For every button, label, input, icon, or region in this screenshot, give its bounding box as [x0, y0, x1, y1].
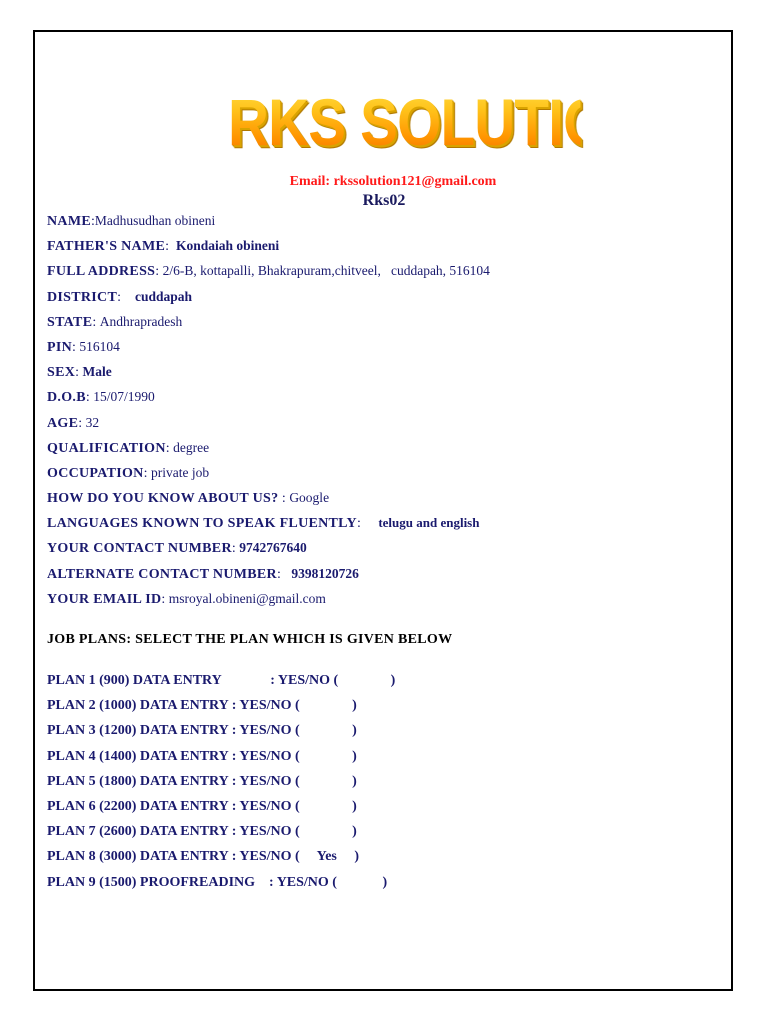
company-email: Email: rkssolution121@gmail.com — [289, 174, 497, 189]
field-fathers-name: FATHER'S NAME: Kondaiah obineni — [47, 238, 280, 255]
plan-3: PLAN 3 (1200) DATA ENTRY : YES/NO ( ) — [47, 723, 357, 739]
field-languages: LANGUAGES KNOWN TO SPEAK FLUENTLY: telugu and english — [47, 515, 480, 532]
field-pin: PIN: 516104 — [47, 338, 120, 355]
plan-8: PLAN 8 (3000) DATA ENTRY : YES/NO ( Yes ) — [47, 849, 360, 865]
plan-4: PLAN 4 (1400) DATA ENTRY : YES/NO ( ) — [47, 748, 357, 764]
field-district: DISTRICT: cuddapah — [47, 288, 193, 305]
reference-code: Rks02 — [362, 192, 406, 209]
plan-7: PLAN 7 (2600) DATA ENTRY : YES/NO ( ) — [47, 824, 357, 840]
field-qualification: QUALIFICATION: degree — [47, 439, 210, 456]
field-alternate-contact: ALTERNATE CONTACT NUMBER: 9398120726 — [47, 565, 359, 582]
field-occupation: OCCUPATION: private job — [47, 464, 210, 481]
field-name: NAME:Madhusudhan obineni — [47, 213, 216, 229]
field-dob: D.O.B: 15/07/1990 — [47, 389, 155, 406]
plan-2: PLAN 2 (1000) DATA ENTRY : YES/NO ( ) — [47, 698, 357, 714]
field-sex: SEX: Male — [47, 364, 112, 381]
company-logo: RKS SOLUTION — [228, 82, 581, 162]
job-plans-heading: JOB PLANS: SELECT THE PLAN WHICH IS GIVEN BELOW — [47, 632, 453, 647]
field-age: AGE: 32 — [47, 414, 100, 431]
field-state: STATE: Andhrapradesh — [47, 313, 183, 330]
field-referral-source: HOW DO YOU KNOW ABOUT US? : Google — [47, 490, 330, 507]
applicant-details — [47, 208, 727, 611]
job-plans-list — [47, 668, 395, 895]
plan-1: PLAN 1 (900) DATA ENTRY : YES/NO ( ) — [47, 673, 396, 688]
plan-5: PLAN 5 (1800) DATA ENTRY : YES/NO ( ) — [47, 773, 357, 789]
plan-9: PLAN 9 (1500) PROOFREADING : YES/NO ( ) — [47, 874, 388, 890]
field-contact-number: YOUR CONTACT NUMBER: 9742767640 — [47, 540, 307, 557]
plan-6: PLAN 6 (2200) DATA ENTRY : YES/NO ( ) — [47, 798, 357, 814]
field-email-id: YOUR EMAIL ID: msroyal.obineni@gmail.com — [47, 590, 326, 607]
field-full-address: FULL ADDRESS: 2/6-B, kottapalli, Bhakrapuram,chitveel, cuddapah, 516104 — [47, 263, 490, 280]
